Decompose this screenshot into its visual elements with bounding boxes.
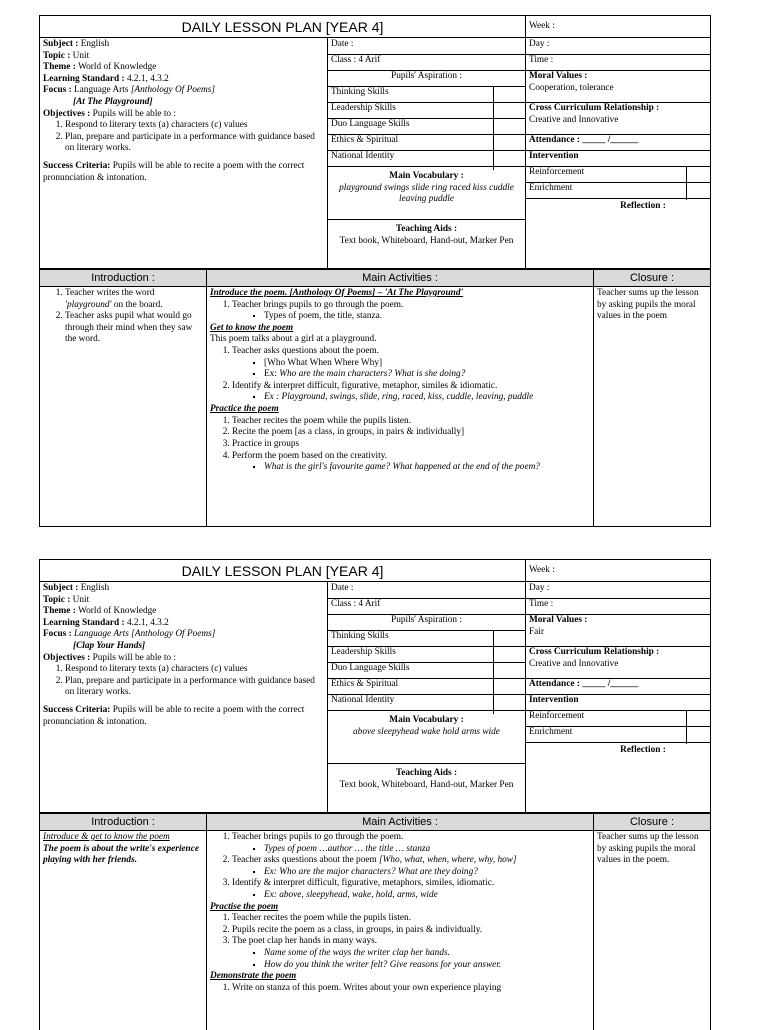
class-field: Class : 4 Arif <box>328 54 525 71</box>
introduction-cell <box>39 286 207 527</box>
introduction-cell <box>39 830 207 1030</box>
enrichment-field: Enrichment <box>526 182 710 199</box>
teaching-aids: Text book, Whiteboard, Hand-out, Marker Pen <box>339 779 514 790</box>
time-field: Time : <box>526 598 710 615</box>
attendance-field: Attendance : _____ /______ <box>526 678 710 695</box>
objective-item: 2. Plan, prepare and participate in a performance with guidance based on literary works. <box>65 132 324 155</box>
reflection-field: Reflection : <box>620 745 666 755</box>
intervention-field: Intervention <box>526 694 710 711</box>
vocabulary-cell: Main Vocabulary : above sleepyhead wake hold arms wide <box>328 714 525 764</box>
ccr-cell: Cross Curriculum Relationship : Creative and Innovative <box>526 646 710 679</box>
learning-standard: 4.2.1, 4.3.2 <box>126 617 169 628</box>
closure-cell: Teacher sums up the lesson by asking pupils the moral values in the poem <box>593 286 711 527</box>
main-activities-header: Main Activities : <box>206 813 594 831</box>
ccr-cell: Cross Curriculum Relationship : Creative and Innovative <box>526 102 710 135</box>
reinforcement-table <box>526 166 710 200</box>
closure-cell: Teacher sums up the lesson by asking pupils the moral values in the poem. <box>593 830 711 1030</box>
lesson-plan-2 <box>39 559 711 1029</box>
vocabulary: above sleepyhead wake hold arms wide <box>353 726 500 737</box>
class-field: Class : 4 Arif <box>328 598 525 615</box>
objectives: Pupils will be able to : <box>92 652 176 663</box>
aspiration-item: Leadership Skills <box>328 102 525 119</box>
intro-item: 1. Teacher writes the word 'playground' on the board. <box>65 288 203 311</box>
vocabulary: playground swings slide ring raced kiss cuddle leaving puddle <box>339 182 514 205</box>
aspiration-header: Pupils' Aspiration : <box>328 70 525 87</box>
teaching-aids-cell: Teaching Aids : Text book, Whiteboard, Hand-out, Marker Pen <box>328 764 525 813</box>
closure-header: Closure : <box>593 813 711 831</box>
objective-list <box>43 664 324 699</box>
moral-values-cell: Moral Values : Fair <box>526 614 710 647</box>
aspiration-table <box>328 630 525 714</box>
activity-heading: Introduce the poem. [Anthology Of Poems] – 'At The Playground' <box>210 288 464 298</box>
lesson-info: Subject : English Topic : Unit Theme : World of Knowledge Learning Standard : 4.2.1, 4.3.2 Focus : Language Arts [Anthology Of Poems] [At The Playground] Objectives : Pupils will be able to : 1. Respond to literary texts (a) characters (c) values 2. Plan, prepare and participate in a performance with guidance based on literary works. Success Criteria: Pupils will be able to recite a poem with the correct pronunciation & intonation. <box>39 37 328 269</box>
right-column <box>525 37 711 269</box>
objective-item: 2. Plan, prepare and participate in a performance with guidance based on literary works. <box>65 676 324 699</box>
success-criteria: Pupils will be able to recite a poem with the correct pronunciation & intonation. <box>43 705 305 727</box>
plan-title: DAILY LESSON PLAN [YEAR 4] <box>39 559 526 582</box>
aspiration-item: Ethics & Spiritual <box>328 678 525 695</box>
teaching-aids: Text book, Whiteboard, Hand-out, Marker Pen <box>339 235 514 246</box>
introduction-header: Introduction : <box>39 813 207 831</box>
vocabulary-cell: Main Vocabulary : playground swings slide ring raced kiss cuddle leaving puddle <box>328 170 525 220</box>
introduction-header: Introduction : <box>39 269 207 287</box>
theme: World of Knowledge <box>78 606 157 617</box>
success-criteria: Pupils will be able to recite a poem with the correct pronunciation & intonation. <box>43 161 305 183</box>
main-activities-header: Main Activities : <box>206 269 594 287</box>
objective-item: 1. Respond to literary texts (a) characters (c) values <box>65 664 324 676</box>
aspiration-item: National Identity <box>328 150 525 167</box>
intro-heading: Introduce & get to know the poem <box>43 832 170 842</box>
objective-item: 1. Respond to literary texts (a) characters (c) values <box>65 120 324 132</box>
theme: World of Knowledge <box>78 62 157 73</box>
aspiration-table <box>328 86 525 170</box>
activity-heading: Get to know the poem <box>210 322 294 333</box>
aspiration-item: Leadership Skills <box>328 646 525 663</box>
ccr: Creative and Innovative <box>529 114 619 125</box>
moral-values-cell: Moral Values : Cooperation, tolerance <box>526 70 710 103</box>
moral-values: Fair <box>529 626 544 637</box>
week-field: Week : <box>525 15 711 38</box>
subject: English <box>80 583 110 593</box>
lesson-info: Subject : English Topic : Unit Theme : World of Knowledge Learning Standard : 4.2.1, 4.3.2 Focus : Language Arts [Anthology Of Poems] [Clap Your Hands] Objectives : Pupils will be able to : 1. Respond to literary texts (a) characters (c) values 2. Plan, prepare and participate in a performance with guidance based on literary works. Success Criteria: Pupils will be able to recite a poem with the correct pronunciation & intonation. <box>39 581 328 813</box>
lesson-plan-1 <box>39 15 711 527</box>
aspiration-item: National Identity <box>328 694 525 711</box>
reinforcement-table <box>526 710 710 744</box>
main-activities-cell: 1. Teacher brings pupils to go through the poem. ▪ Types of poem …author … the title … stanza 2. Teacher asks questions about the poem [Who, what, when, where, why, how] ▪ Ex: Who are the major characters? What are they doing? 3. Identify & interpret difficult, figurative, metaphors, similes, idiomatic. ▪ Ex: above, sleepyhead, wake, hold, arms, wide Practise the poem 1. Teacher recites the poem while the pupils listen. 2. Pupils recite the poem as a class, in groups, in pairs & individually. 3. The poet clap her hands in many ways. ▪ Name some of the ways the writer clap her hands. ▪ How do you think the writer felt? Give reasons for your answer. Demonstrate the poem 1. Write on stanza of this poem. Writes about your own experience playing <box>206 830 594 1030</box>
aspiration-item: Thinking Skills <box>328 86 525 103</box>
focus: Language Arts <box>74 85 131 96</box>
intervention-field: Intervention <box>526 150 710 167</box>
attendance-field: Attendance : _____ /______ <box>526 134 710 151</box>
reflection-field: Reflection : <box>620 201 666 211</box>
main-activities-cell: Introduce the poem. [Anthology Of Poems] – 'At The Playground' 1. Teacher brings pupils to go through the poem. ▪ Types of poem, the title, stanza. Get to know the poem This poem talks about a girl at a playground. 1. Teacher asks questions about the poem. ▪ [Who What When Where Why] ▪ Ex: Who are the main characters? What is she doing? 2. Identify & interpret difficult, figurative, metaphor, similes & idiomatic. ▪ Ex : Playground, swings, slide, ring, raced, kiss, cuddle, leaving, puddle Practice the poem 1. Teacher recites the poem while the pupils listen. 2. Recite the poem [as a class, in groups, in pairs & individually] 3. Practice in groups 4. Perform the poem based on the creativity. ▪ What is the girl's favourite game? What happened at the end of the poem? <box>206 286 594 527</box>
mid-column <box>327 37 526 269</box>
aspiration-item: Thinking Skills <box>328 630 525 647</box>
date-field: Date : <box>328 582 525 599</box>
aspiration-item: Ethics & Spiritual <box>328 134 525 151</box>
closure-header: Closure : <box>593 269 711 287</box>
day-field: Day : <box>526 582 710 599</box>
week-field: Week : <box>525 559 711 582</box>
teaching-aids-cell: Teaching Aids : Text book, Whiteboard, Hand-out, Marker Pen <box>328 220 525 269</box>
ccr: Creative and Innovative <box>529 658 619 669</box>
reinforcement-field: Reinforcement <box>526 710 710 727</box>
right-column <box>525 581 711 813</box>
moral-values: Cooperation, tolerance <box>529 82 614 93</box>
objectives: Pupils will be able to : <box>92 108 176 119</box>
objective-list <box>43 120 324 155</box>
topic: Unit <box>72 50 90 61</box>
aspiration-header: Pupils' Aspiration : <box>328 614 525 631</box>
activity-heading: Demonstrate the poem <box>210 971 297 982</box>
focus-sub: [At The Playground] <box>73 97 153 108</box>
date-field: Date : <box>328 38 525 55</box>
subject: English <box>80 39 110 49</box>
day-field: Day : <box>526 38 710 55</box>
intro-item: 2. Teacher asks pupil what would go through their mind when they saw the word. <box>65 311 203 346</box>
focus-sub: [Clap Your Hands] <box>73 641 146 652</box>
plan-title: DAILY LESSON PLAN [YEAR 4] <box>39 15 526 38</box>
topic: Unit <box>72 594 90 605</box>
mid-column <box>327 581 526 813</box>
intro-text: The poem is about the write's experience playing with her friends. <box>43 843 199 866</box>
activity-heading: Practise the poem <box>210 901 279 912</box>
aspiration-item: Duo Language Skills <box>328 662 525 679</box>
time-field: Time : <box>526 54 710 71</box>
reinforcement-field: Reinforcement <box>526 166 710 183</box>
learning-standard: 4.2.1, 4.3.2 <box>126 73 169 84</box>
activity-heading: Practice the poem <box>210 404 279 415</box>
enrichment-field: Enrichment <box>526 726 710 743</box>
aspiration-item: Duo Language Skills <box>328 118 525 135</box>
